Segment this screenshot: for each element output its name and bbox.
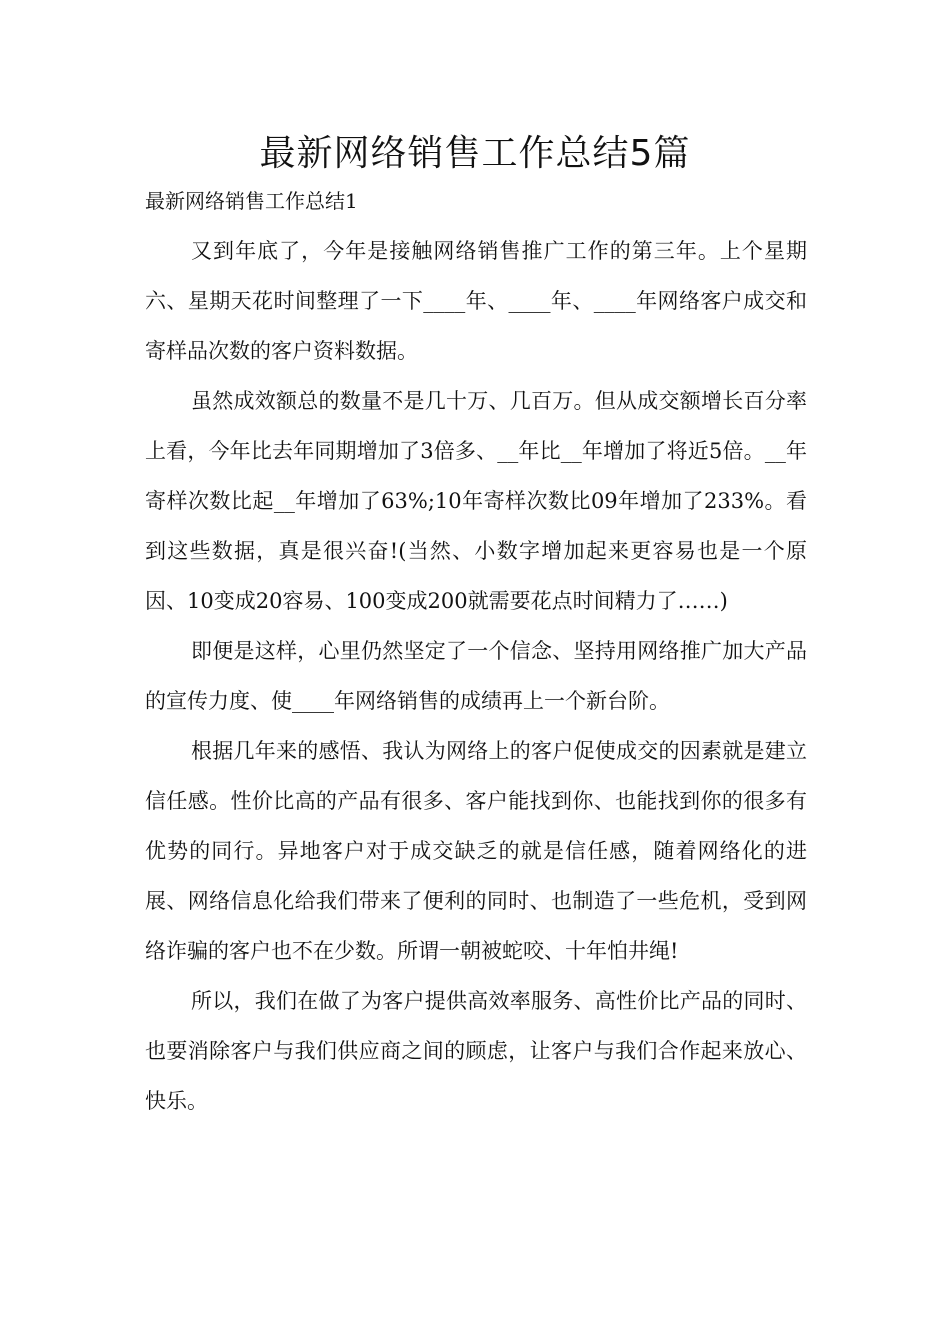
paragraph: 即便是这样，心里仍然坚定了一个信念、坚持用网络推广加大产品的宣传力度、使____年网络销售的成绩再上一个新台阶。	[145, 639, 807, 713]
document-body	[145, 226, 807, 1126]
section-heading: 最新网络销售工作总结1	[145, 189, 358, 213]
document-title: 最新网络销售工作总结5篇	[259, 133, 691, 174]
paragraph: 根据几年来的感悟、我认为网络上的客户促使成交的因素就是建立信任感。性价比高的产品有很多、客户能找到你、也能找到你的很多有优势的同行。异地客户对于成交缺乏的就是信任感，随着网络化的进展、网络信息化给我们带来了便利的同时、也制造了一些危机，受到网络诈骗的客户也不在少数。所谓一朝被蛇咬、十年怕井绳!	[145, 739, 807, 963]
paragraph: 又到年底了，今年是接触网络销售推广工作的第三年。上个星期六、星期天花时间整理了一下____年、____年、____年网络客户成交和寄样品次数的客户资料数据。	[145, 239, 807, 363]
paragraph: 虽然成效额总的数量不是几十万、几百万。但从成交额增长百分率上看，今年比去年同期增加了3倍多、__年比__年增加了将近5倍。__年寄样次数比起__年增加了63%;10年寄样次数比09年增加了233%。看到这些数据，真是很兴奋!(当然、小数字增加起来更容易也是一个原因、10变成20容易、100变成200就需要花点时间精力了……)	[145, 389, 807, 613]
paragraph: 所以，我们在做了为客户提供高效率服务、高性价比产品的同时、也要消除客户与我们供应商之间的顾虑，让客户与我们合作起来放心、快乐。	[145, 989, 807, 1113]
